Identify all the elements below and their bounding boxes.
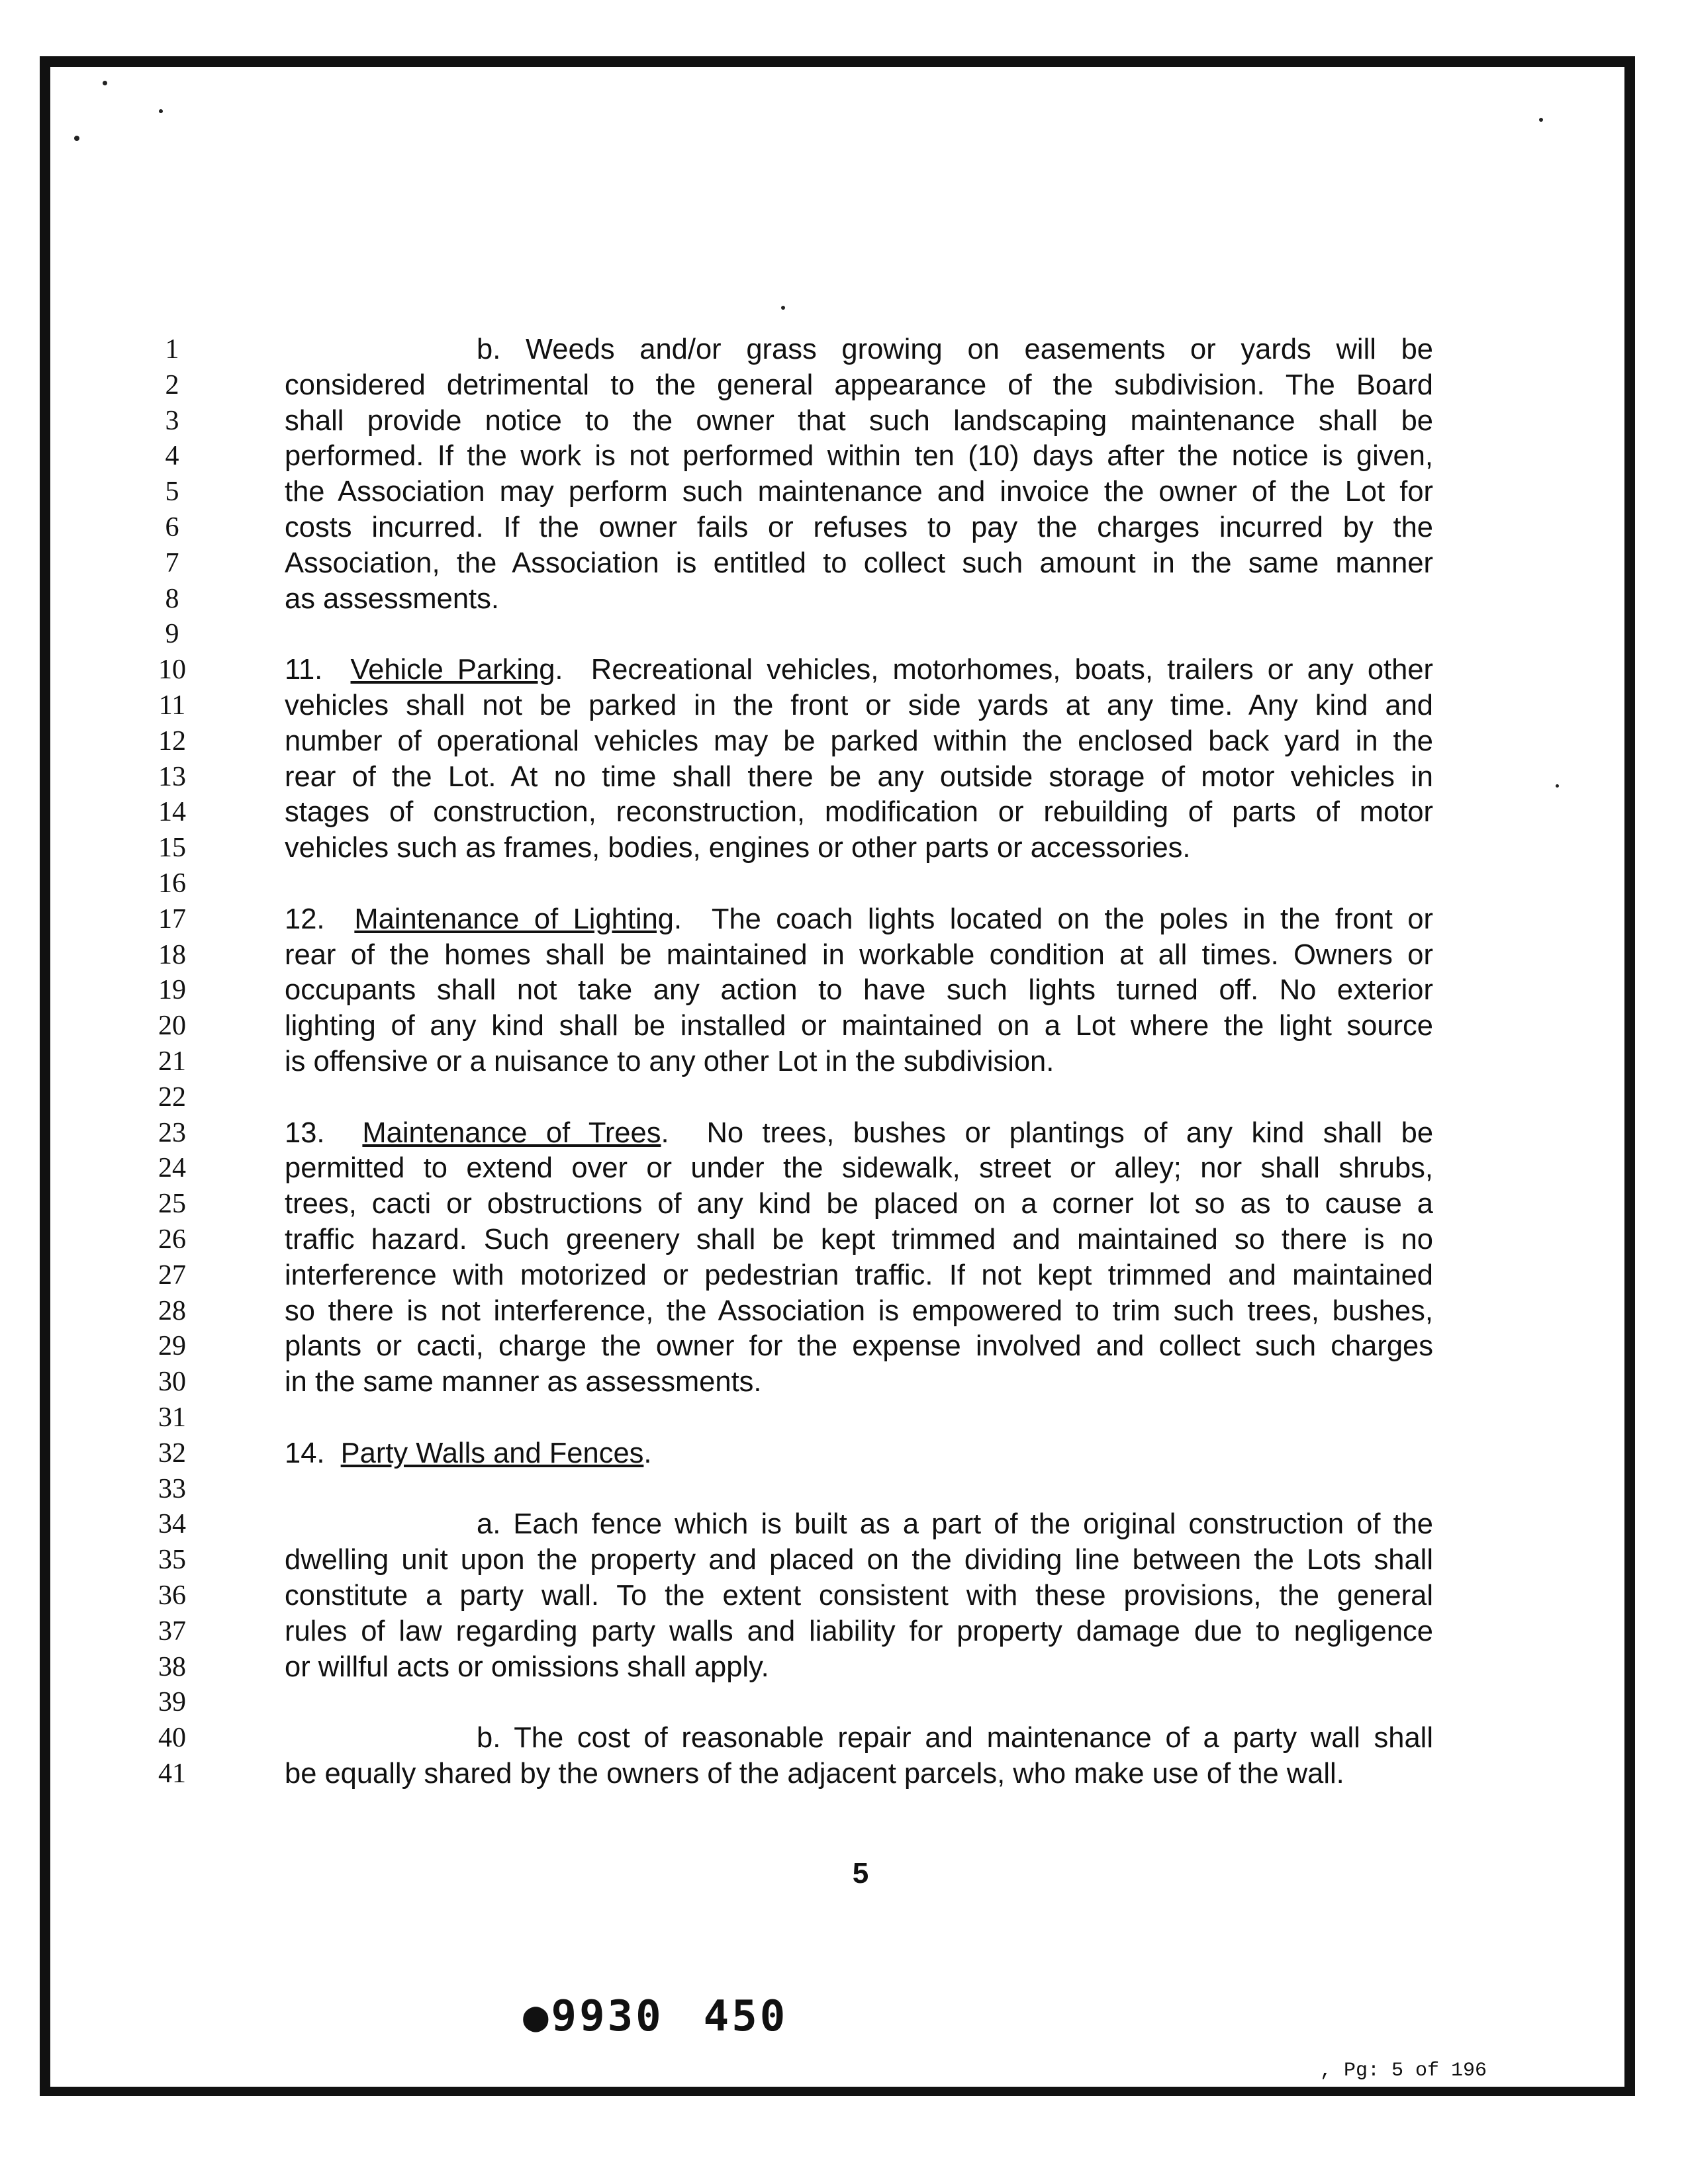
- line-text: in the same manner as assessments.: [285, 1366, 762, 1398]
- scan-speck: [1556, 784, 1559, 788]
- line-number: 29: [158, 1331, 186, 1361]
- line-number: 6: [165, 512, 179, 543]
- line-text: lighting of any kind shall be installed or maintained on a Lot where the light source: [285, 1010, 1433, 1042]
- line-text: number of operational vehicles may be parked within the enclosed back yard in the: [285, 725, 1433, 757]
- section-number: 13.: [285, 1117, 325, 1149]
- line-text: Association, the Association is entitled to collect such amount in the same manner: [285, 547, 1433, 579]
- line-number: 9: [165, 619, 179, 649]
- line-text: No trees, bushes or plantings of any kind shall be: [706, 1117, 1433, 1149]
- line-number: 21: [158, 1046, 186, 1077]
- line-text: traffic hazard. Such greenery shall be kept trimmed and maintained so there is no: [285, 1224, 1433, 1255]
- section-number: 12.: [285, 903, 325, 935]
- line-number: 30: [158, 1367, 186, 1397]
- line-number: 1: [165, 334, 179, 365]
- line-number: 40: [158, 1723, 186, 1753]
- line-number: 11: [158, 690, 186, 721]
- recording-stamp: [523, 1992, 788, 2041]
- page-footer: , Pg: 5 of 196: [1311, 2060, 1496, 2082]
- line-number: 7: [165, 548, 179, 578]
- stamp-book: ●9930: [523, 1992, 664, 2041]
- section-heading-line: 12. Maintenance of Lighting. The coach lights located on the poles in the front or: [285, 903, 1433, 935]
- line-text: rear of the homes shall be maintained in workable condition at all times. Owners or: [285, 939, 1433, 971]
- line-number: 27: [158, 1260, 186, 1291]
- line-text: as assessments.: [285, 583, 499, 615]
- line-number: 33: [158, 1474, 186, 1504]
- line-number: 39: [158, 1687, 186, 1717]
- stamp-page: 450: [703, 1992, 788, 2041]
- line-number: 17: [158, 904, 186, 934]
- scan-speck: [74, 136, 79, 141]
- line-text: constitute a party wall. To the extent consistent with these provisions, the general: [285, 1580, 1433, 1612]
- line-number: 4: [165, 441, 179, 471]
- line-text: permitted to extend over or under the sidewalk, street or alley; nor shall shrubs,: [285, 1152, 1433, 1184]
- line-text: plants or cacti, charge the owner for the expense involved and collect such charges: [285, 1330, 1433, 1362]
- line-text: performed. If the work is not performed within ten (10) days after the notice is given,: [285, 440, 1433, 472]
- line-text: dwelling unit upon the property and placed on the dividing line between the Lots shall: [285, 1544, 1433, 1576]
- scan-speck: [103, 81, 107, 85]
- line-number: 14: [158, 797, 186, 827]
- section-heading-line: 11. Vehicle Parking. Recreational vehicles, motorhomes, boats, trailers or any other: [285, 654, 1433, 686]
- scan-speck: [159, 109, 163, 113]
- section-title: Vehicle Parking: [350, 654, 555, 686]
- line-number: 13: [158, 762, 186, 792]
- section-title: Maintenance of Trees: [362, 1117, 661, 1149]
- page-number: 5: [852, 1857, 869, 1889]
- line-text: The coach lights located on the poles in the front or: [711, 903, 1433, 935]
- line-number: 32: [158, 1438, 186, 1469]
- line-number: 5: [165, 477, 179, 507]
- line-text: b. The cost of reasonable repair and maintenance of a party wall shall: [477, 1722, 1433, 1754]
- line-text: b. Weeds and/or grass growing on easements or yards will be: [477, 334, 1433, 365]
- line-text: stages of construction, reconstruction, modification or rebuilding of parts of motor: [285, 796, 1433, 828]
- line-number: 20: [158, 1011, 186, 1041]
- line-text: shall provide notice to the owner that such landscaping maintenance shall be: [285, 405, 1433, 437]
- line-number: 23: [158, 1118, 186, 1148]
- line-number: 19: [158, 975, 186, 1005]
- line-text: costs incurred. If the owner fails or refuses to pay the charges incurred by the: [285, 512, 1433, 543]
- line-text: or willful acts or omissions shall apply.: [285, 1651, 769, 1683]
- line-text: be equally shared by the owners of the adjacent parcels, who make use of the wall.: [285, 1758, 1344, 1790]
- line-number: 37: [158, 1616, 186, 1647]
- section-heading-line: 14. Party Walls and Fences.: [285, 1437, 652, 1469]
- line-text: rear of the Lot. At no time shall there be any outside storage of motor vehicles in: [285, 761, 1433, 793]
- line-text: a. Each fence which is built as a part of the original construction of the: [477, 1508, 1433, 1540]
- line-text: is offensive or a nuisance to any other Lot in the subdivision.: [285, 1046, 1055, 1077]
- line-text: so there is not interference, the Association is empowered to trim such trees, bushes,: [285, 1295, 1433, 1327]
- line-text: the Association may perform such maintenance and invoice the owner of the Lot for: [285, 476, 1433, 508]
- line-text: interference with motorized or pedestrian traffic. If not kept trimmed and maintained: [285, 1259, 1433, 1291]
- line-number: 2: [165, 370, 179, 400]
- line-number: 15: [158, 833, 186, 863]
- line-number: 28: [158, 1296, 186, 1326]
- line-number: 24: [158, 1153, 186, 1183]
- line-text: rules of law regarding party walls and liability for property damage due to negligence: [285, 1615, 1433, 1647]
- scan-speck: [781, 306, 785, 310]
- line-text: considered detrimental to the general appearance of the subdivision. The Board: [285, 369, 1433, 401]
- line-number: 8: [165, 584, 179, 614]
- line-number: 36: [158, 1580, 186, 1611]
- line-number: 31: [158, 1402, 186, 1433]
- line-number: 12: [158, 726, 186, 756]
- section-title: Party Walls and Fences: [340, 1437, 644, 1469]
- section-number: 11.: [285, 654, 323, 686]
- line-number: 16: [158, 868, 186, 899]
- line-number: 10: [158, 655, 186, 685]
- line-text: trees, cacti or obstructions of any kind be placed on a corner lot so as to cause a: [285, 1188, 1433, 1220]
- line-text: vehicles such as frames, bodies, engines or other parts or accessories.: [285, 832, 1191, 864]
- line-number: 35: [158, 1545, 186, 1575]
- section-title: Maintenance of Lighting: [354, 903, 674, 935]
- section-number: 14.: [285, 1437, 325, 1469]
- line-number: 25: [158, 1189, 186, 1219]
- line-number: 3: [165, 406, 179, 436]
- line-number: 26: [158, 1224, 186, 1255]
- section-heading-line: 13. Maintenance of Trees. No trees, bushes or plantings of any kind shall be: [285, 1117, 1433, 1149]
- line-number: 22: [158, 1082, 186, 1113]
- line-text: Recreational vehicles, motorhomes, boats, trailers or any other: [590, 654, 1433, 686]
- scan-speck: [1539, 118, 1543, 122]
- line-number: 34: [158, 1509, 186, 1539]
- line-number: 38: [158, 1652, 186, 1682]
- line-number: 41: [158, 1758, 186, 1789]
- line-text: vehicles shall not be parked in the front or side yards at any time. Any kind and: [285, 690, 1433, 721]
- line-text: occupants shall not take any action to have such lights turned off. No exterior: [285, 974, 1433, 1006]
- line-number: 18: [158, 940, 186, 970]
